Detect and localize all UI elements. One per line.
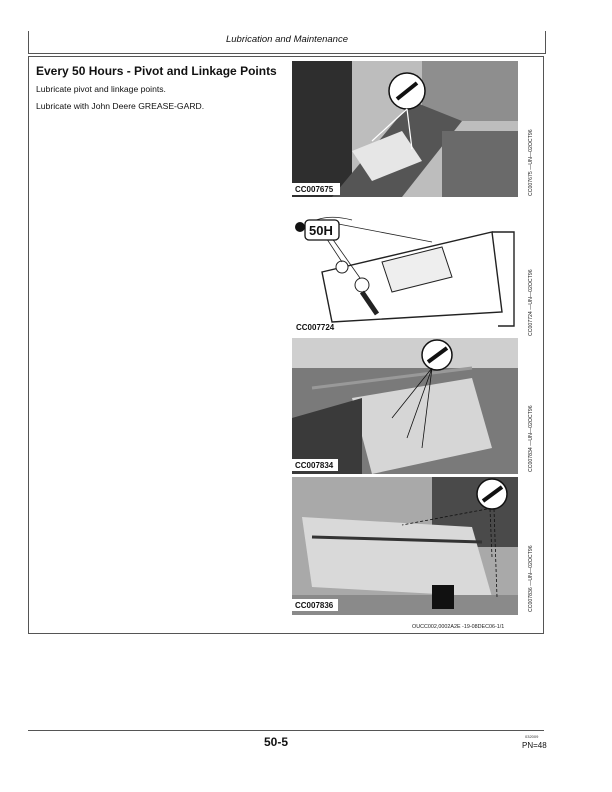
figure-3-label: CC007834 bbox=[295, 461, 334, 470]
figure-2-label: CC007724 bbox=[296, 323, 335, 332]
figure-4-photo bbox=[292, 477, 518, 615]
instruction-2: Lubricate with John Deere GREASE-GARD. bbox=[36, 101, 205, 111]
figure-1-photo bbox=[292, 61, 518, 197]
page-number: 50-5 bbox=[264, 735, 289, 749]
small-code: 032009 bbox=[525, 734, 539, 739]
lube-interval-badge: 50H bbox=[309, 223, 333, 238]
figure-3-side-code: CC007834 —UN—02OCT96 bbox=[528, 405, 534, 472]
figure-2-drawing bbox=[292, 202, 518, 338]
header-title: Lubrication and Maintenance bbox=[225, 34, 348, 45]
figure-2-side-code: CC007724 —UN—02OCT96 bbox=[528, 269, 534, 336]
figure-4-label: CC007836 bbox=[295, 601, 334, 610]
footer-rule bbox=[28, 730, 544, 731]
section-title: Every 50 Hours - Pivot and Linkage Points bbox=[36, 64, 277, 78]
figure-1-label: CC007675 bbox=[295, 185, 334, 194]
figure-4-side-code: CC007836 —UN—02OCT96 bbox=[528, 545, 534, 612]
instruction-1: Lubricate pivot and linkage points. bbox=[36, 84, 166, 94]
running-header bbox=[28, 31, 546, 54]
pn-number: PN=48 bbox=[522, 741, 547, 750]
figure-1-side-code: CC007675 —UN—02OCT96 bbox=[528, 129, 534, 196]
document-reference: OUCC002,0002A2E -19-08DEC06-1/1 bbox=[412, 624, 505, 630]
figure-3-photo bbox=[292, 338, 518, 474]
